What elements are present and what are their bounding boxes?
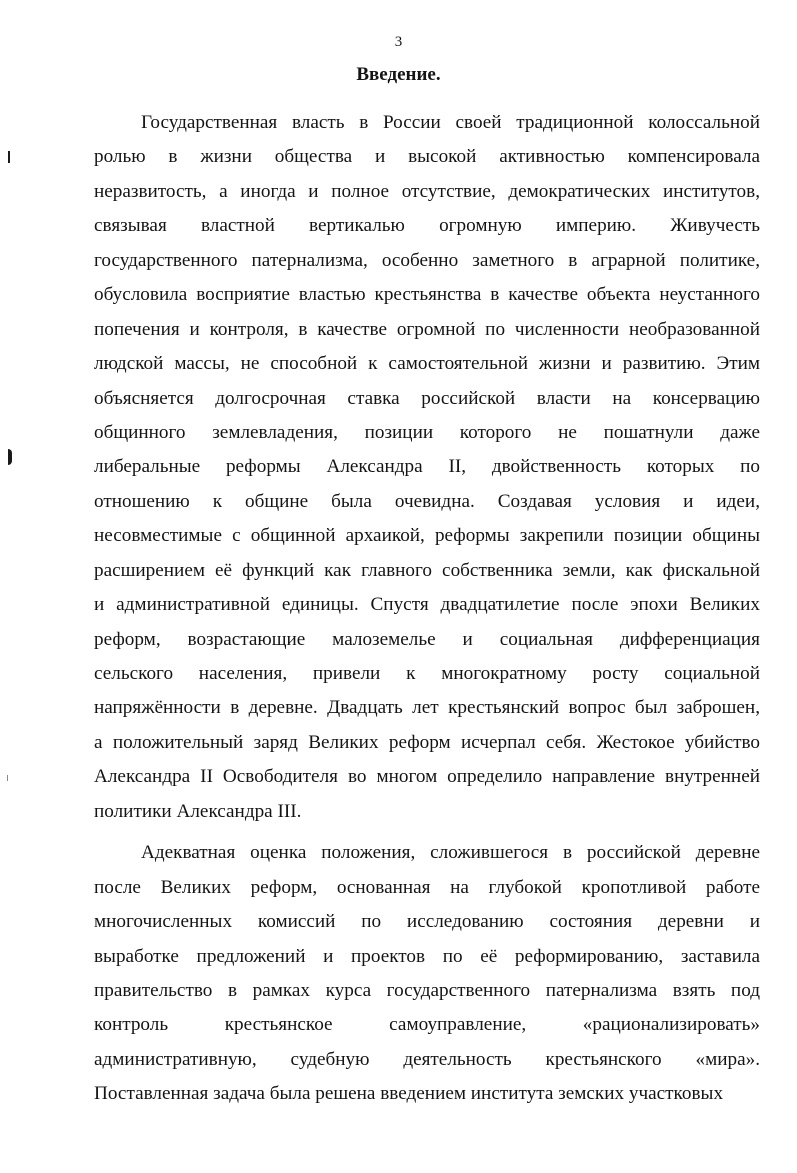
margin-mark [8,449,12,465]
text-line: напряжённости в деревне. Двадцать лет крестьянский вопрос был заброшен, [94,697,760,719]
text-line: попечения и контроля, в качестве огромной по численности необразованной [94,318,760,340]
margin-mark [7,775,8,781]
text-line: государственного патернализма, особенно заметного в аграрной политике, [94,249,760,271]
text-line: несовместимые с общинной архаикой, реформы закрепили позиции общины [94,525,760,547]
text-line: неразвитость, а иногда и полное отсутствие, демократических институтов, [94,180,760,202]
text-line: правительство в рамках курса государственного патернализма взять под [94,979,760,1001]
text-line: сельского населения, привели к многократному росту социальной [94,663,760,684]
text-line: Адекватная оценка положения, сложившегося в российской деревне [141,842,760,864]
paragraph [94,106,760,829]
text-line: Поставленная задача была решена введением института земских участковых [94,1083,724,1105]
paragraph [94,836,760,1112]
text-line: Александра II Освободителя во многом определило направление внутренней [94,766,760,788]
body-text [94,106,760,1112]
paragraph-gap [94,829,760,836]
text-line: Государственная власть в России своей традиционной колоссальной [141,112,760,133]
page-title: Введение. [356,64,441,85]
text-line: ролью в жизни общества и высокой активностью компенсировала [94,146,760,168]
text-line: объясняется долгосрочная ставка российской власти на консервацию [94,387,760,409]
text-line: общинного землевладения, позиции которого не пошатнули даже [94,421,760,443]
text-line: многочисленных комиссий по исследованию состояния деревни и [94,911,760,933]
text-line: выработке предложений и проектов по её реформированию, заставила [94,945,760,967]
text-line: после Великих реформ, основанная на глубокой кропотливой работе [94,876,760,898]
text-line: административную, судебную деятельность крестьянского «мира». [94,1048,760,1070]
margin-mark [8,151,10,163]
text-line: связывая властной вертикалью огромную империю. Живучесть [94,215,760,237]
text-line: а положительный заряд Великих реформ исчерпал себя. Жестокое убийство [94,731,760,753]
page-number: 3 [394,34,403,50]
text-line: отношению к общине была очевидна. Создавая условия и идеи, [94,490,760,512]
text-line: людской массы, не способной к самостоятельной жизни и развитию. Этим [94,353,760,375]
text-line: контроль крестьянское самоуправление, «рационализировать» [94,1014,760,1036]
text-line: реформ, возрастающие малоземелье и социальная дифференциация [94,628,760,650]
text-line: либеральные реформы Александра II, двойственность которых по [94,456,760,478]
text-line: расширением её функций как главного собственника земли, как фискальной [94,559,760,581]
text-line: политики Александра III. [94,800,302,822]
text-line: и административной единицы. Спустя двадцатилетие после эпохи Великих [94,594,760,616]
text-line: обусловила восприятие властью крестьянства в качестве объекта неустанного [94,284,760,306]
